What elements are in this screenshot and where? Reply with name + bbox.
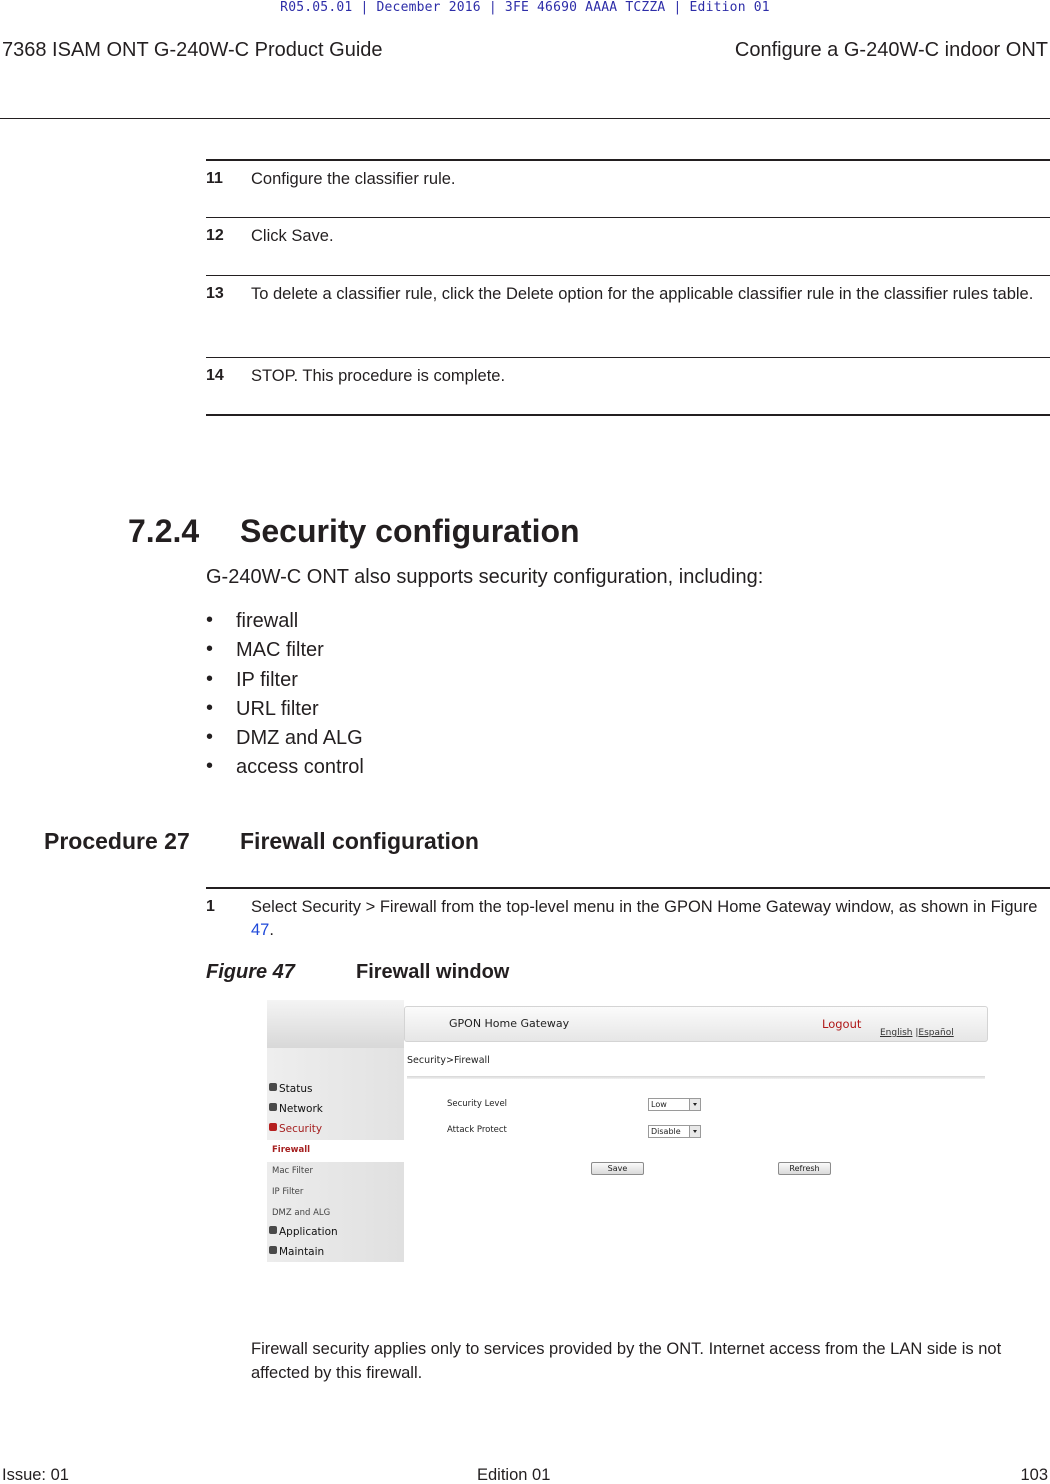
footer-page-number: 103 bbox=[1020, 1466, 1048, 1484]
step-divider bbox=[206, 159, 1050, 161]
step-text bbox=[251, 896, 1041, 942]
step-text-part: . bbox=[269, 921, 274, 939]
refresh-button[interactable]: Refresh bbox=[778, 1162, 831, 1175]
step-number: 14 bbox=[206, 367, 224, 384]
save-button[interactable]: Save bbox=[591, 1162, 644, 1175]
list-item bbox=[206, 695, 364, 724]
list-item-text: URL filter bbox=[236, 697, 319, 720]
dropdown-arrow-icon bbox=[689, 1099, 700, 1110]
breadcrumb: Security>Firewall bbox=[407, 1055, 490, 1066]
bullet-icon: • bbox=[206, 755, 214, 778]
figure-label: Figure 47 bbox=[206, 961, 295, 983]
step-divider bbox=[206, 217, 1050, 218]
expand-icon bbox=[269, 1103, 277, 1111]
select-value: Low bbox=[651, 1100, 667, 1109]
section-title: Security configuration bbox=[240, 513, 580, 549]
header-guide-title: 7368 ISAM ONT G-240W-C Product Guide bbox=[2, 39, 383, 61]
subnav-item-firewall[interactable]: Firewall bbox=[272, 1145, 311, 1155]
expand-icon bbox=[269, 1246, 277, 1254]
lang-separator: | bbox=[915, 1028, 919, 1038]
list-item bbox=[206, 636, 364, 665]
step-divider bbox=[206, 887, 1050, 889]
lang-english-link[interactable]: English bbox=[880, 1028, 913, 1038]
nav-item-application[interactable] bbox=[269, 1226, 338, 1238]
step-number: 13 bbox=[206, 285, 224, 302]
list-item-text: IP filter bbox=[236, 668, 298, 691]
subnav-item-dmz-alg[interactable]: DMZ and ALG bbox=[272, 1208, 331, 1218]
figure-title: Firewall window bbox=[356, 961, 510, 983]
nav-item-label: Network bbox=[279, 1103, 323, 1115]
security-level-select[interactable] bbox=[648, 1098, 701, 1111]
step-text: STOP. This procedure is complete. bbox=[251, 367, 506, 385]
firewall-window-screenshot bbox=[267, 1000, 989, 1286]
nav-item-label: Security bbox=[279, 1123, 323, 1135]
step-text: Click Save. bbox=[251, 227, 334, 245]
dropdown-arrow-icon bbox=[689, 1126, 700, 1137]
header-chapter-title: Configure a G-240W-C indoor ONT bbox=[734, 39, 1048, 61]
subnav-item-mac-filter[interactable]: Mac Filter bbox=[272, 1166, 313, 1176]
select-value: Disable bbox=[651, 1127, 681, 1136]
list-item-text: MAC filter bbox=[236, 639, 324, 662]
step-divider bbox=[206, 357, 1050, 358]
nav-item-label: Maintain bbox=[279, 1246, 325, 1258]
step-text: Configure the classifier rule. bbox=[251, 170, 456, 188]
step-number: 1 bbox=[206, 898, 215, 915]
nav-header-panel bbox=[267, 1000, 404, 1048]
procedure-label: Procedure 27 bbox=[44, 828, 190, 854]
bullet-icon: • bbox=[206, 609, 214, 631]
step-text-part: Select Security > Firewall from the top-level menu in the GPON Home Gateway window, as shown in Figure bbox=[251, 898, 1038, 916]
bullet-icon: • bbox=[206, 696, 214, 719]
nav-item-maintain[interactable] bbox=[269, 1246, 324, 1258]
step-number: 11 bbox=[206, 170, 223, 187]
bullet-icon: • bbox=[206, 638, 214, 661]
security-level-label: Security Level bbox=[447, 1099, 508, 1109]
expand-icon bbox=[269, 1083, 277, 1091]
breadcrumb-divider bbox=[407, 1076, 985, 1079]
list-item-text: access control bbox=[236, 756, 364, 779]
collapse-icon bbox=[269, 1123, 277, 1131]
header-divider bbox=[0, 118, 1050, 119]
figure-link[interactable]: 47 bbox=[251, 921, 270, 939]
step-list-end-divider bbox=[206, 414, 1050, 416]
list-item bbox=[206, 666, 364, 695]
app-title: GPON Home Gateway bbox=[449, 1017, 570, 1030]
footer-issue: Issue: 01 bbox=[2, 1466, 69, 1484]
subnav-item-ip-filter[interactable]: IP Filter bbox=[272, 1187, 304, 1197]
list-item-text: DMZ and ALG bbox=[236, 727, 363, 750]
language-switcher bbox=[880, 1028, 954, 1038]
security-features-list bbox=[206, 607, 364, 783]
step-text: To delete a classifier rule, click the Delete option for the applicable classifier rule in the classifier rules table. bbox=[251, 285, 1034, 303]
list-item bbox=[206, 724, 364, 753]
expand-icon bbox=[269, 1226, 277, 1234]
footer-edition: Edition 01 bbox=[477, 1466, 551, 1484]
nav-item-label: Application bbox=[279, 1226, 338, 1238]
nav-item-status[interactable] bbox=[269, 1083, 312, 1095]
step-divider bbox=[206, 275, 1050, 276]
nav-item-network[interactable] bbox=[269, 1103, 323, 1115]
procedure-title: Firewall configuration bbox=[240, 828, 479, 854]
list-item bbox=[206, 607, 364, 636]
revision-line: R05.05.01 | December 2016 | 3FE 46690 AAAA TCZZA | Edition 01 bbox=[280, 0, 770, 15]
bullet-icon: • bbox=[206, 667, 214, 690]
section-intro: G-240W-C ONT also supports security configuration, including: bbox=[206, 566, 764, 588]
lang-spanish-link[interactable]: Español bbox=[918, 1028, 954, 1038]
bullet-icon: • bbox=[206, 726, 214, 749]
firewall-note: Firewall security applies only to services provided by the ONT. Internet access from the LAN side is not affected by this firewall. bbox=[251, 1340, 1002, 1382]
logout-link[interactable]: Logout bbox=[822, 1017, 862, 1031]
step-number: 12 bbox=[206, 227, 224, 244]
list-item bbox=[206, 753, 364, 782]
section-number: 7.2.4 bbox=[128, 513, 200, 549]
attack-protect-select[interactable] bbox=[648, 1125, 701, 1138]
attack-protect-label: Attack Protect bbox=[447, 1125, 507, 1135]
nav-item-label: Status bbox=[279, 1083, 313, 1095]
nav-item-security[interactable] bbox=[269, 1123, 322, 1135]
list-item-text: firewall bbox=[236, 610, 299, 632]
